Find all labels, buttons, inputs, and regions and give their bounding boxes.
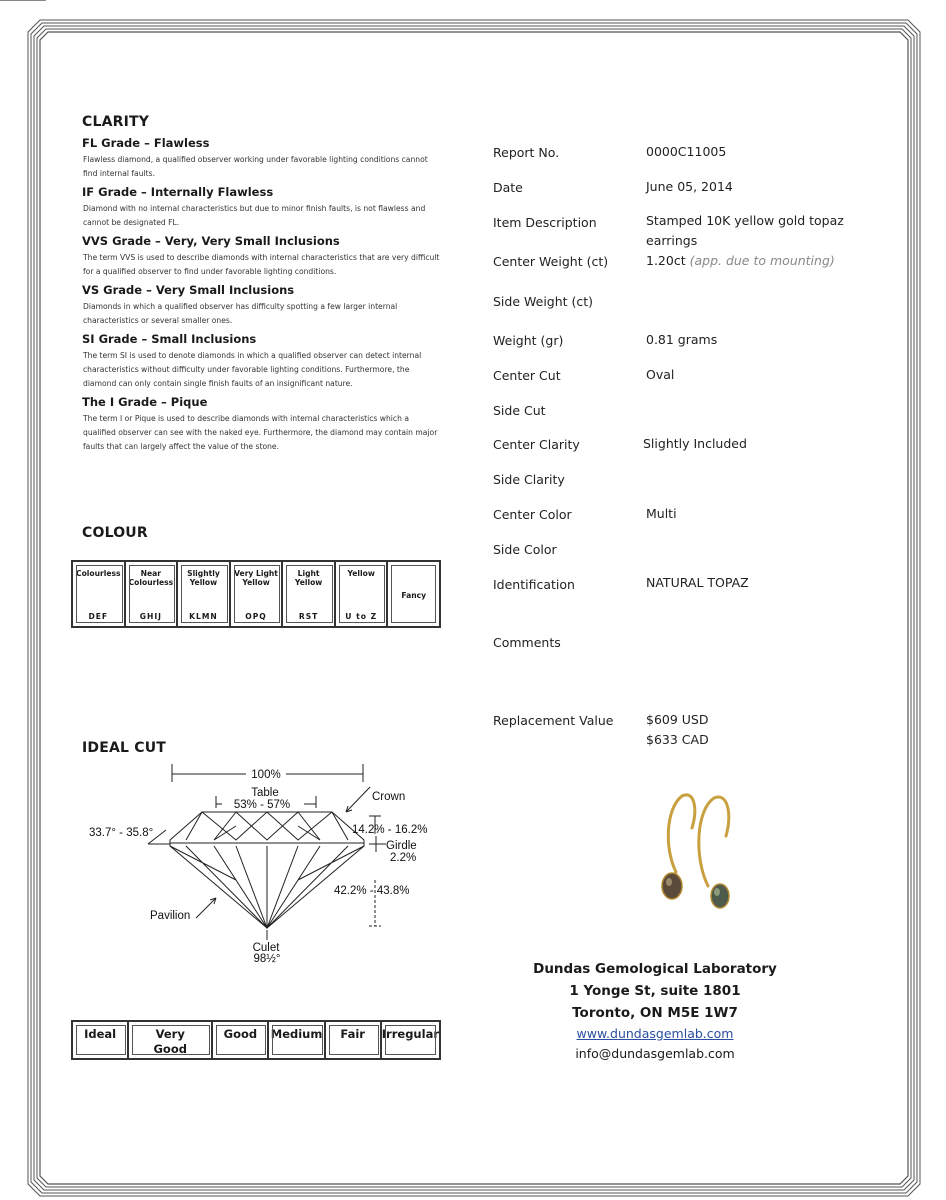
colour-label: Very Light Yellow bbox=[234, 569, 278, 587]
report-value-secondary: $633 CAD bbox=[646, 732, 709, 747]
grade-name: FL Grade – Flawless bbox=[82, 136, 210, 150]
report-value: NATURAL TOPAZ bbox=[646, 575, 749, 590]
clarity-grade-si bbox=[82, 332, 442, 391]
stone-highlight bbox=[666, 878, 672, 886]
colour-label: Near Colourless bbox=[128, 569, 174, 587]
lab-email: info@dundasgemlab.com bbox=[575, 1046, 735, 1061]
clarity-grade-fl bbox=[82, 136, 442, 181]
colour-title: COLOUR bbox=[82, 525, 148, 541]
grade-description: Diamond with no internal characteristics but due to minor finish faults, is not flawless and cannot be designated FL. bbox=[83, 204, 426, 227]
colour-cell bbox=[283, 562, 336, 626]
lab-name: Dundas Gemological Laboratory bbox=[533, 961, 777, 977]
colour-label: Yellow bbox=[347, 569, 375, 578]
colour-code: U to Z bbox=[345, 612, 378, 621]
colour-label: Colourless bbox=[76, 569, 121, 578]
ideal-cut-title: IDEAL CUT bbox=[82, 740, 167, 756]
clarity-grade-i bbox=[82, 395, 442, 454]
diamond-cut-diagram bbox=[76, 760, 446, 970]
colour-cell bbox=[73, 562, 126, 626]
total-width-label: 100% bbox=[251, 769, 281, 781]
report-label: Replacement Value bbox=[493, 713, 614, 728]
crown-facets bbox=[186, 812, 348, 840]
lab-address-line1: 1 Yonge St, suite 1801 bbox=[569, 983, 741, 999]
topaz-stone-left bbox=[662, 873, 682, 899]
report-value: 0000C11005 bbox=[646, 144, 727, 159]
grade-description: The term SI is used to denote diamonds in which a qualified observer can detect internal characteristics without difficulty under favorable lighting conditions. Furthermore, the diamond can only contain single finish faults of an insignificant nature. bbox=[83, 351, 422, 388]
report-value: Slightly Included bbox=[643, 436, 747, 451]
topaz-stone-right bbox=[711, 884, 729, 908]
colour-cell bbox=[231, 562, 284, 626]
colour-code: RST bbox=[298, 612, 319, 621]
report-value: $609 USD bbox=[646, 712, 709, 727]
grade-description: The term VVS is used to describe diamonds with internal characteristics that are very difficult for a qualified observer to find under favorable lighting conditions. bbox=[83, 253, 440, 276]
report-value-with-note bbox=[646, 251, 886, 271]
colour-code: OPQ bbox=[245, 612, 267, 621]
grade-description: Flawless diamond, a qualified observer working under favorable lighting conditions cannot find internal faults. bbox=[83, 155, 428, 178]
report-label: Weight (gr) bbox=[493, 333, 564, 348]
colour-cell-fancy bbox=[388, 562, 439, 626]
clarity-section bbox=[82, 114, 442, 454]
culet-angle-label: 98½° bbox=[253, 953, 281, 965]
cut-grade-cell: Fair bbox=[326, 1022, 382, 1058]
crown-angle-label: 33.7° - 35.8° bbox=[89, 827, 154, 839]
report-label: Center Clarity bbox=[493, 437, 580, 452]
stone-highlight bbox=[714, 888, 720, 896]
girdle-label: Girdle bbox=[386, 840, 417, 852]
clarity-grade-vvs bbox=[82, 234, 442, 279]
colour-code: KLMN bbox=[189, 612, 218, 621]
report-label: Side Weight (ct) bbox=[493, 294, 594, 309]
grade-name: VS Grade – Very Small Inclusions bbox=[82, 283, 295, 297]
earrings-photo bbox=[636, 788, 754, 914]
colour-code: GHIJ bbox=[139, 612, 162, 621]
report-label: Item Description bbox=[493, 215, 597, 230]
cut-grade-cell: Ideal bbox=[73, 1022, 129, 1058]
colour-label: Fancy bbox=[401, 590, 427, 600]
grade-description: The term I or Pique is used to describe diamonds with internal characteristics which a qualified observer can see with the naked eye. Furthermore, the diamond may contain major faults that can largely affect the value of the stone. bbox=[83, 414, 438, 451]
report-label: Side Color bbox=[493, 542, 557, 557]
grade-name: The I Grade – Pique bbox=[82, 395, 208, 409]
table-label: Table bbox=[251, 787, 279, 799]
clarity-grade-if bbox=[82, 185, 442, 230]
report-value: 1.20ct bbox=[646, 253, 686, 268]
report-label: Center Cut bbox=[493, 368, 561, 383]
report-value: 0.81 grams bbox=[646, 332, 718, 347]
cut-grade-table bbox=[71, 1020, 441, 1060]
report-label: Report No. bbox=[493, 145, 560, 160]
colour-label: Light Yellow bbox=[294, 569, 323, 587]
lab-address-line2: Toronto, ON M5E 1W7 bbox=[572, 1005, 738, 1021]
report-label: Date bbox=[493, 180, 523, 195]
crown-label: Crown bbox=[372, 791, 406, 803]
report-label: Center Weight (ct) bbox=[493, 254, 609, 269]
colour-cell bbox=[126, 562, 179, 626]
table-range-label: 53% - 57% bbox=[233, 799, 291, 811]
report-value: June 05, 2014 bbox=[646, 179, 733, 194]
grade-name: SI Grade – Small Inclusions bbox=[82, 332, 257, 346]
grade-name: VVS Grade – Very, Very Small Inclusions bbox=[82, 234, 340, 248]
report-label: Side Cut bbox=[493, 403, 546, 418]
earring-hook-right bbox=[699, 797, 729, 886]
colour-label: Slightly Yellow bbox=[187, 569, 220, 587]
crown-height-label: 14.2% - 16.2% bbox=[352, 824, 428, 836]
report-label: Center Color bbox=[493, 507, 572, 522]
cut-grade-cell: Good bbox=[213, 1022, 269, 1058]
report-label: Comments bbox=[493, 635, 561, 650]
grade-description: Diamonds in which a qualified observer has difficulty spotting a few larger internal characteristics or several smaller ones. bbox=[83, 302, 398, 325]
clarity-grade-vs bbox=[82, 283, 442, 328]
cut-grade-cell: Irregular bbox=[382, 1022, 439, 1058]
report-value: Multi bbox=[646, 506, 677, 521]
grade-name: IF Grade – Internally Flawless bbox=[82, 185, 274, 199]
report-note: (app. due to mounting) bbox=[689, 253, 835, 268]
lab-info bbox=[530, 958, 780, 1064]
pavilion-depth-label: 42.2% - 43.8% bbox=[334, 885, 410, 897]
cut-grade-cell: Very Good bbox=[129, 1022, 213, 1058]
girdle-value-label: 2.2% bbox=[390, 852, 417, 864]
girdle-bracket bbox=[369, 836, 386, 852]
colour-cell bbox=[178, 562, 231, 626]
clarity-title: CLARITY bbox=[82, 114, 150, 130]
colour-scale-table bbox=[71, 560, 441, 628]
report-label: Side Clarity bbox=[493, 472, 565, 487]
colour-code: DEF bbox=[88, 612, 109, 621]
lab-website-link[interactable]: www.dundasgemlab.com bbox=[576, 1026, 734, 1041]
pavilion-label: Pavilion bbox=[150, 910, 191, 922]
pavilion-pointer bbox=[196, 898, 216, 918]
crown-pointer bbox=[346, 787, 370, 812]
report-value: Stamped 10K yellow gold topaz earrings bbox=[646, 213, 844, 248]
colour-cell bbox=[336, 562, 389, 626]
culet-label: Culet bbox=[252, 942, 280, 954]
earring-hook-left bbox=[668, 795, 694, 872]
scan-edge-line bbox=[0, 0, 46, 1]
report-label: Identification bbox=[493, 577, 575, 592]
cut-grade-cell: Medium bbox=[269, 1022, 325, 1058]
report-value: Oval bbox=[646, 367, 675, 382]
